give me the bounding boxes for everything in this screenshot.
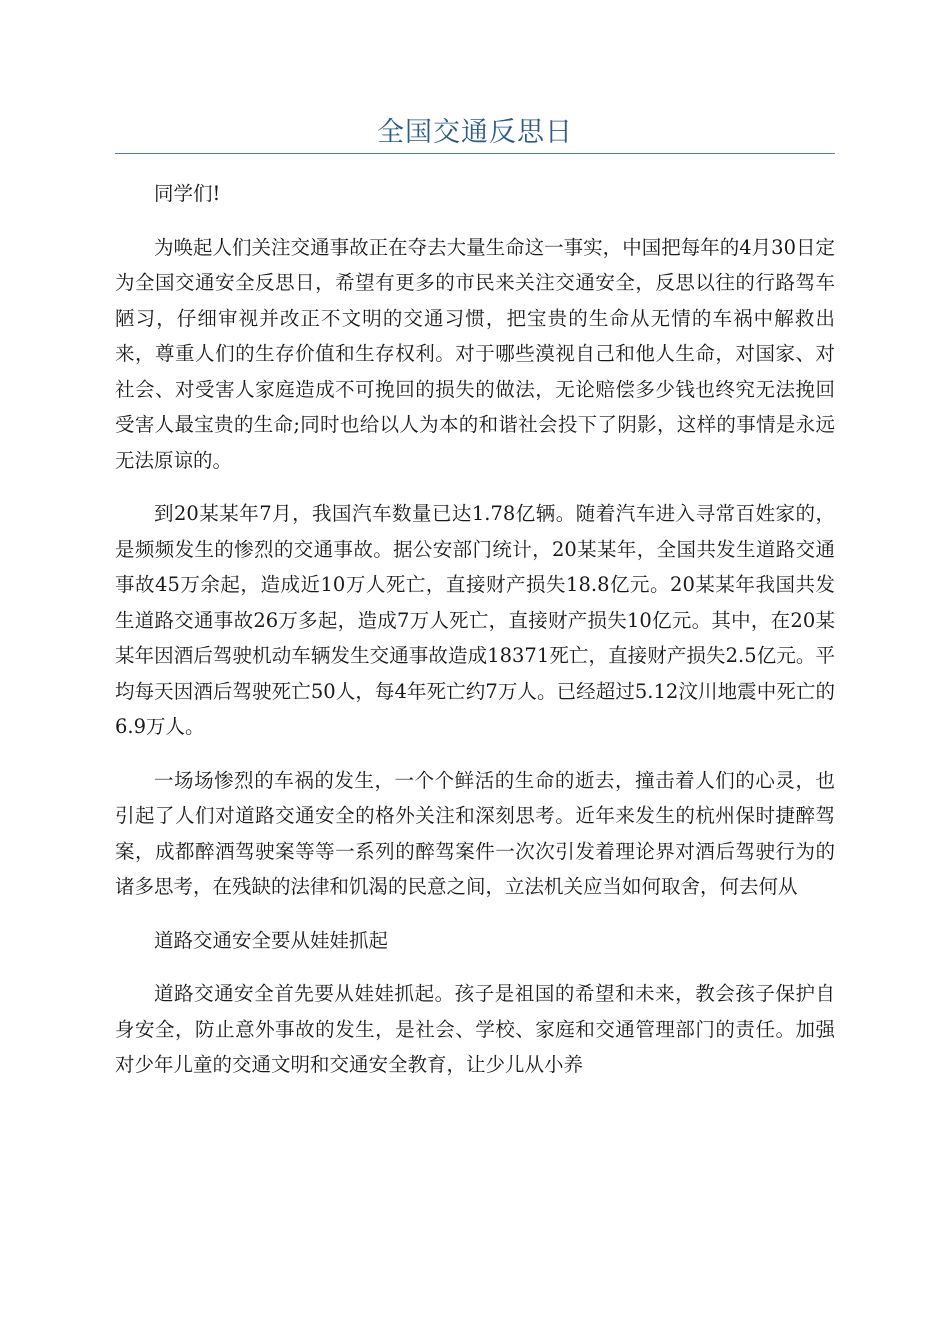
document-body <box>115 176 835 1101</box>
paragraph-reflection: 一场场惨烈的车祸的发生，一个个鲜活的生命的逝去，撞击着人们的心灵，也引起了人们对道路交通安全的格外关注和深刻思考。近年来发生的杭州保时捷醉驾案，成都醉酒驾驶案等等一系列的醉驾案件一次次引发着理论界对酒后驾驶行为的诸多思考，在残缺的法律和饥渴的民意之间，立法机关应当如何取舍，何去何从 <box>115 768 835 898</box>
section-heading: 道路交通安全要从娃娃抓起 <box>154 928 389 952</box>
document-title: 全国交通反思日 <box>377 117 573 148</box>
title-underline <box>115 153 835 154</box>
paragraph-children-safety: 道路交通安全首先要从娃娃抓起。孩子是祖国的希望和未来，教会孩子保护自身安全，防止意外事故的发生，是社会、学校、家庭和交通管理部门的责任。加强对少年儿童的交通文明和交通安全教育，让少儿从小养 <box>115 982 835 1076</box>
paragraph-greeting: 同学们! <box>154 182 221 205</box>
paragraph-intro: 为唤起人们关注交通事故正在夺去大量生命这一事实，中国把每年的4月30日定为全国交通安全反思日，希望有更多的市民来关注交通安全，反思以往的行路驾车陋习，仔细审视并改正不文明的交通习惯，把宝贵的生命从无情的车祸中解救出来，尊重人们的生存价值和生存权利。对于哪些漠视自己和他人生命，对国家、对社会、对受害人家庭造成不可挽回的损失的做法，无论赔偿多少钱也终究无法挽回受害人最宝贵的生命;同时也给以人为本的和谐社会投下了阴影，这样的事情是永远无法原谅的。 <box>115 235 835 472</box>
paragraph-statistics: 到20某某年7月，我国汽车数量已达1.78亿辆。随着汽车进入寻常百姓家的，是频频发生的惨烈的交通事故。据公安部门统计，20某某年，全国共发生道路交通事故45万余起，造成近10万人死亡，直接财产损失18.8亿元。20某某年我国共发生道路交通事故26万多起，造成7万人死亡，直接财产损失10亿元。其中，在20某某年因酒后驾驶机动车辆发生交通事故造成18371死亡，直接财产损失2.5亿元。平均每天因酒后驾驶死亡50人，每4年死亡约7万人。已经超过5.12汶川地震中死亡的6.9万人。 <box>115 502 835 738</box>
